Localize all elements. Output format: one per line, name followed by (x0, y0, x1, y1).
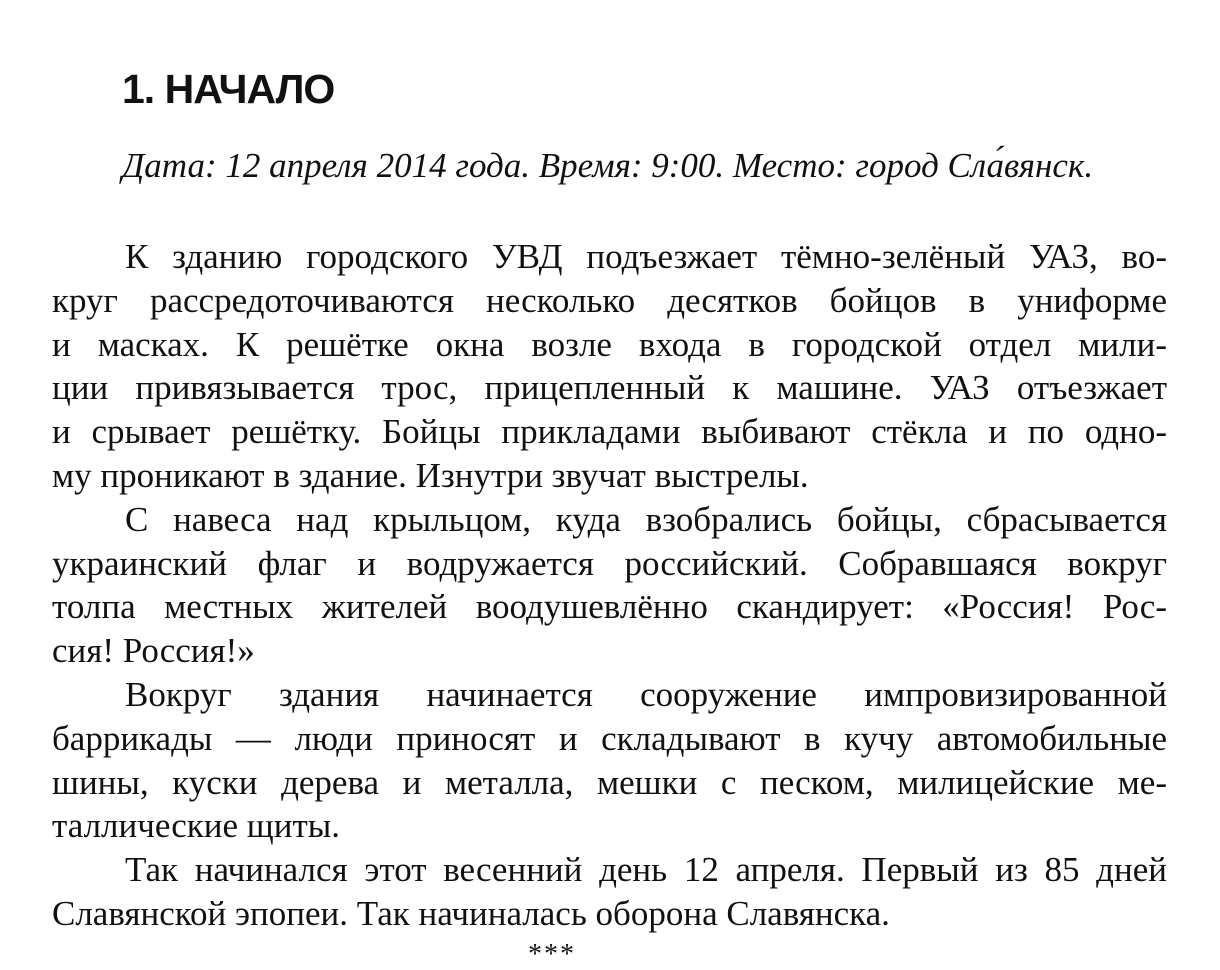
chapter-title: 1. НАЧАЛО (122, 66, 335, 112)
chapter-dateline: Дата: 12 апреля 2014 года. Время: 9:00. Место: город Сла́вянск. (122, 146, 1094, 185)
body-text (52, 235, 1167, 936)
paragraph-1-line-1: К зданию городского УВД подъезжает тёмно-зелёный УАЗ, во- (125, 237, 1167, 276)
paragraph-2-line-2: украинский флаг и водружается российский. Собравшаяся вокруг (52, 543, 1167, 583)
paragraph-2-line-4: сия! Россия!» (52, 631, 255, 671)
paragraph-2-line-3: толпа местных жителей воодушевлённо скандирует: «Россия! Рос- (52, 587, 1167, 627)
paragraph-3-line-2: баррикады — люди приносят и складывают в кучу автомобильные (52, 718, 1167, 758)
paragraph-3-line-1: Вокруг здания начинается сооружение импровизированной (125, 674, 1167, 714)
paragraph-3-line-4: таллические щиты. (52, 806, 341, 846)
paragraph-1-line-2: круг рассредоточиваются несколько десятков бойцов в униформе (52, 280, 1167, 320)
paragraph-1-line-5: и срывает решётку. Бойцы прикладами выбивают стёкла и по одно- (52, 412, 1167, 452)
paragraph-1-line-4: ции привязывается трос, прицепленный к машине. УАЗ отъезжает (52, 368, 1167, 408)
paragraph-1-line-6: му проникают в здание. Изнутри звучат выстрелы. (52, 455, 809, 495)
paragraph-2-line-1: С навеса над крыльцом, куда взобрались бойцы, сбрасывается (125, 499, 1167, 539)
paragraph-4-line-2: Славянской эпопеи. Так начиналась оборона Славянска. (52, 893, 890, 933)
section-separator: *** (528, 939, 576, 970)
paragraph-3-line-3: шины, куски дерева и металла, мешки с песком, милицейские ме- (52, 762, 1167, 802)
paragraph-4-line-1: Так начинался этот весенний день 12 апреля. Первый из 85 дней (125, 850, 1167, 890)
paragraph-1-line-3: и масках. К решётке окна возле входа в городской отдел мили- (52, 324, 1167, 364)
